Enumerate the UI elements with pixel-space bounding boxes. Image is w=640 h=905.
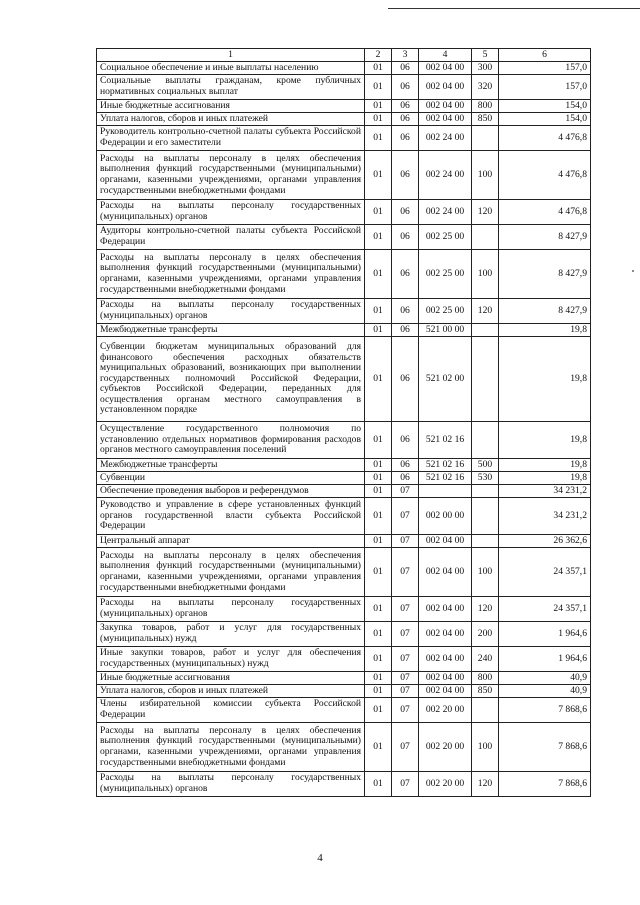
section-code: 01	[365, 498, 392, 535]
section-code: 01	[365, 472, 392, 485]
header-cell: 6	[499, 49, 591, 62]
subsection-code: 07	[392, 772, 419, 797]
subsection-code: 06	[392, 151, 419, 200]
table-row	[97, 535, 591, 548]
table-row	[97, 62, 591, 75]
amount: 8 427,9	[499, 299, 591, 324]
expense-type-code: 800	[472, 672, 499, 685]
expense-description: Расходы на выплаты персоналу государственных (муниципальных) органов	[97, 772, 365, 797]
target-article-code: 002 04 00	[419, 647, 472, 672]
expense-description: Расходы на выплаты персоналу государственных (муниципальных) органов	[97, 597, 365, 622]
expense-type-code: 300	[472, 62, 499, 75]
expense-description: Руководитель контрольно-счетной палаты субъекта Российской Федерации и его заместители	[97, 126, 365, 151]
expense-type-code: 100	[472, 151, 499, 200]
table-row	[97, 723, 591, 772]
section-code: 01	[365, 75, 392, 100]
target-article-code: 002 04 00	[419, 685, 472, 698]
section-code: 01	[365, 62, 392, 75]
target-article-code: 002 25 00	[419, 250, 472, 299]
expense-description: Расходы на выплаты персоналу государственных (муниципальных) органов	[97, 299, 365, 324]
expense-type-code: 240	[472, 647, 499, 672]
subsection-code: 07	[392, 535, 419, 548]
section-code: 01	[365, 698, 392, 723]
expense-type-code: 120	[472, 299, 499, 324]
target-article-code: 002 04 00	[419, 548, 472, 597]
amount: 24 357,1	[499, 597, 591, 622]
subsection-code: 06	[392, 225, 419, 250]
amount: 19,8	[499, 459, 591, 472]
amount: 7 868,6	[499, 772, 591, 797]
header-rule	[388, 8, 640, 9]
subsection-code: 07	[392, 647, 419, 672]
target-article-code: 002 04 00	[419, 535, 472, 548]
expense-type-code: 120	[472, 200, 499, 225]
subsection-code: 06	[392, 422, 419, 459]
target-article-code: 002 24 00	[419, 126, 472, 151]
subsection-code: 06	[392, 200, 419, 225]
expense-description: Уплата налогов, сборов и иных платежей	[97, 113, 365, 126]
expense-description: Расходы на выплаты персоналу в целях обеспечения выполнения функций государственными (муниципальными) органами, казенными учреждениями, органами управления государственными внебюджетными фондами	[97, 723, 365, 772]
subsection-code: 07	[392, 498, 419, 535]
subsection-code: 07	[392, 485, 419, 498]
section-code: 01	[365, 485, 392, 498]
table-row	[97, 324, 591, 337]
table-row	[97, 100, 591, 113]
expense-type-code: 120	[472, 772, 499, 797]
subsection-code: 07	[392, 698, 419, 723]
expense-type-code: 100	[472, 548, 499, 597]
target-article-code: 002 25 00	[419, 299, 472, 324]
expense-type-code: 320	[472, 75, 499, 100]
section-code: 01	[365, 723, 392, 772]
expense-description: Социальное обеспечение и иные выплаты населению	[97, 62, 365, 75]
expense-description: Руководство и управление в сфере установленных функций органов государственной власти субъекта Российской Федерации	[97, 498, 365, 535]
amount: 26 362,6	[499, 535, 591, 548]
table-row	[97, 151, 591, 200]
amount: 8 427,9	[499, 225, 591, 250]
subsection-code: 06	[392, 100, 419, 113]
expense-description: Закупка товаров, работ и услуг для государственных (муниципальных) нужд	[97, 622, 365, 647]
amount: 157,0	[499, 75, 591, 100]
section-code: 01	[365, 250, 392, 299]
expense-type-code	[472, 698, 499, 723]
section-code: 01	[365, 622, 392, 647]
subsection-code: 07	[392, 597, 419, 622]
subsection-code: 07	[392, 685, 419, 698]
expense-type-code	[472, 225, 499, 250]
subsection-code: 07	[392, 622, 419, 647]
target-article-code: 521 02 00	[419, 337, 472, 422]
amount: 1 964,6	[499, 647, 591, 672]
subsection-code: 06	[392, 472, 419, 485]
target-article-code: 002 20 00	[419, 723, 472, 772]
target-article-code: 002 04 00	[419, 597, 472, 622]
table-row	[97, 200, 591, 225]
table-row	[97, 548, 591, 597]
target-article-code: 002 25 00	[419, 225, 472, 250]
amount: 4 476,8	[499, 151, 591, 200]
target-article-code: 521 02 16	[419, 472, 472, 485]
subsection-code: 07	[392, 548, 419, 597]
subsection-code: 06	[392, 250, 419, 299]
section-code: 01	[365, 100, 392, 113]
amount: 8 427,9	[499, 250, 591, 299]
expense-type-code	[472, 126, 499, 151]
expense-type-code: 120	[472, 597, 499, 622]
expense-type-code: 100	[472, 723, 499, 772]
table-row	[97, 422, 591, 459]
expense-type-code	[472, 535, 499, 548]
section-code: 01	[365, 535, 392, 548]
table-row	[97, 698, 591, 723]
subsection-code: 06	[392, 337, 419, 422]
target-article-code: 002 24 00	[419, 151, 472, 200]
target-article-code: 002 24 00	[419, 200, 472, 225]
table-row	[97, 772, 591, 797]
expense-type-code	[472, 485, 499, 498]
target-article-code: 002 04 00	[419, 672, 472, 685]
target-article-code	[419, 485, 472, 498]
table-row	[97, 622, 591, 647]
page-number: 4	[317, 852, 323, 864]
section-code: 01	[365, 225, 392, 250]
amount: 19,8	[499, 472, 591, 485]
amount: 24 357,1	[499, 548, 591, 597]
expense-description: Расходы на выплаты персоналу в целях обеспечения выполнения функций государственными (муниципальными) органами, казенными учреждениями, органами управления государственными внебюджетными фондами	[97, 151, 365, 200]
expense-type-code	[472, 422, 499, 459]
expense-description: Расходы на выплаты персоналу в целях обеспечения выполнения функций государственными (муниципальными) органами, казенными учреждениями, органами управления государственными внебюджетными фондами	[97, 250, 365, 299]
section-code: 01	[365, 151, 392, 200]
expense-type-code: 100	[472, 250, 499, 299]
expense-description: Аудиторы контрольно-счетной палаты субъекта Российской Федерации	[97, 225, 365, 250]
table-row	[97, 472, 591, 485]
table-header-row	[97, 49, 591, 62]
table-row	[97, 337, 591, 422]
expense-type-code: 850	[472, 685, 499, 698]
table-row	[97, 685, 591, 698]
subsection-code: 07	[392, 672, 419, 685]
header-cell: 5	[472, 49, 499, 62]
table-row	[97, 126, 591, 151]
expense-type-code: 500	[472, 459, 499, 472]
expense-description: Иные закупки товаров, работ и услуг для обеспечения государственных (муниципальных) нужд	[97, 647, 365, 672]
subsection-code: 06	[392, 126, 419, 151]
section-code: 01	[365, 647, 392, 672]
subsection-code: 07	[392, 723, 419, 772]
amount: 40,9	[499, 685, 591, 698]
header-cell: 3	[392, 49, 419, 62]
expense-type-code	[472, 337, 499, 422]
expense-type-code: 850	[472, 113, 499, 126]
target-article-code: 002 04 00	[419, 100, 472, 113]
expense-description: Осуществление государственного полномочия по установлению отдельных нормативов формирования расходов органов местного самоуправления поселений	[97, 422, 365, 459]
expense-description: Члены избирательной комиссии субъекта Российской Федерации	[97, 698, 365, 723]
expense-description: Расходы на выплаты персоналу в целях обеспечения выполнения функций государственными (муниципальными) органами, казенными учреждениями, органами управления государственными внебюджетными фондами	[97, 548, 365, 597]
table-row	[97, 299, 591, 324]
section-code: 01	[365, 548, 392, 597]
table-row	[97, 459, 591, 472]
expense-description: Социальные выплаты гражданам, кроме публичных нормативных социальных выплат	[97, 75, 365, 100]
section-code: 01	[365, 459, 392, 472]
scan-speck	[632, 270, 634, 272]
header-cell: 2	[365, 49, 392, 62]
budget-table	[96, 48, 591, 797]
target-article-code: 002 20 00	[419, 772, 472, 797]
expense-type-code: 200	[472, 622, 499, 647]
section-code: 01	[365, 324, 392, 337]
expense-description: Субвенции	[97, 472, 365, 485]
section-code: 01	[365, 299, 392, 324]
expense-description: Иные бюджетные ассигнования	[97, 100, 365, 113]
target-article-code: 002 04 00	[419, 75, 472, 100]
target-article-code: 002 00 00	[419, 498, 472, 535]
amount: 19,8	[499, 337, 591, 422]
amount: 4 476,8	[499, 200, 591, 225]
section-code: 01	[365, 772, 392, 797]
table-row	[97, 498, 591, 535]
section-code: 01	[365, 685, 392, 698]
section-code: 01	[365, 422, 392, 459]
target-article-code: 521 02 16	[419, 422, 472, 459]
section-code: 01	[365, 337, 392, 422]
subsection-code: 06	[392, 75, 419, 100]
expense-description: Уплата налогов, сборов и иных платежей	[97, 685, 365, 698]
subsection-code: 06	[392, 324, 419, 337]
expense-description: Расходы на выплаты персоналу государственных (муниципальных) органов	[97, 200, 365, 225]
target-article-code: 521 00 00	[419, 324, 472, 337]
amount: 34 231,2	[499, 485, 591, 498]
amount: 19,8	[499, 324, 591, 337]
section-code: 01	[365, 597, 392, 622]
amount: 4 476,8	[499, 126, 591, 151]
section-code: 01	[365, 672, 392, 685]
table-row	[97, 225, 591, 250]
target-article-code: 002 20 00	[419, 698, 472, 723]
table-row	[97, 75, 591, 100]
expense-type-code: 530	[472, 472, 499, 485]
amount: 157,0	[499, 62, 591, 75]
header-cell: 4	[419, 49, 472, 62]
target-article-code: 002 04 00	[419, 622, 472, 647]
subsection-code: 06	[392, 459, 419, 472]
amount: 19,8	[499, 422, 591, 459]
amount: 40,9	[499, 672, 591, 685]
expense-description: Межбюджетные трансферты	[97, 324, 365, 337]
expense-type-code	[472, 498, 499, 535]
expense-description: Иные бюджетные ассигнования	[97, 672, 365, 685]
header-cell: 1	[97, 49, 365, 62]
table-row	[97, 485, 591, 498]
table-row	[97, 647, 591, 672]
target-article-code: 002 04 00	[419, 62, 472, 75]
subsection-code: 06	[392, 113, 419, 126]
subsection-code: 06	[392, 62, 419, 75]
table-row	[97, 672, 591, 685]
expense-type-code: 800	[472, 100, 499, 113]
amount: 154,0	[499, 113, 591, 126]
expense-description: Центральный аппарат	[97, 535, 365, 548]
section-code: 01	[365, 113, 392, 126]
amount: 34 231,2	[499, 498, 591, 535]
amount: 7 868,6	[499, 698, 591, 723]
amount: 1 964,6	[499, 622, 591, 647]
amount: 7 868,6	[499, 723, 591, 772]
expense-description: Субвенции бюджетам муниципальных образований для финансового обеспечения расходных обязательств муниципальных образований, возникающих при выполнении государственных полномочий Российской Федерации, субъектов Российской Федерации, переданных для осуществления органам местного самоуправления в установленном порядке	[97, 337, 365, 422]
expense-description: Обеспечение проведения выборов и референдумов	[97, 485, 365, 498]
expense-description: Межбюджетные трансферты	[97, 459, 365, 472]
table-row	[97, 250, 591, 299]
amount: 154,0	[499, 100, 591, 113]
subsection-code: 06	[392, 299, 419, 324]
table-row	[97, 597, 591, 622]
target-article-code: 521 02 16	[419, 459, 472, 472]
expense-type-code	[472, 324, 499, 337]
target-article-code: 002 04 00	[419, 113, 472, 126]
section-code: 01	[365, 200, 392, 225]
table-row	[97, 113, 591, 126]
section-code: 01	[365, 126, 392, 151]
